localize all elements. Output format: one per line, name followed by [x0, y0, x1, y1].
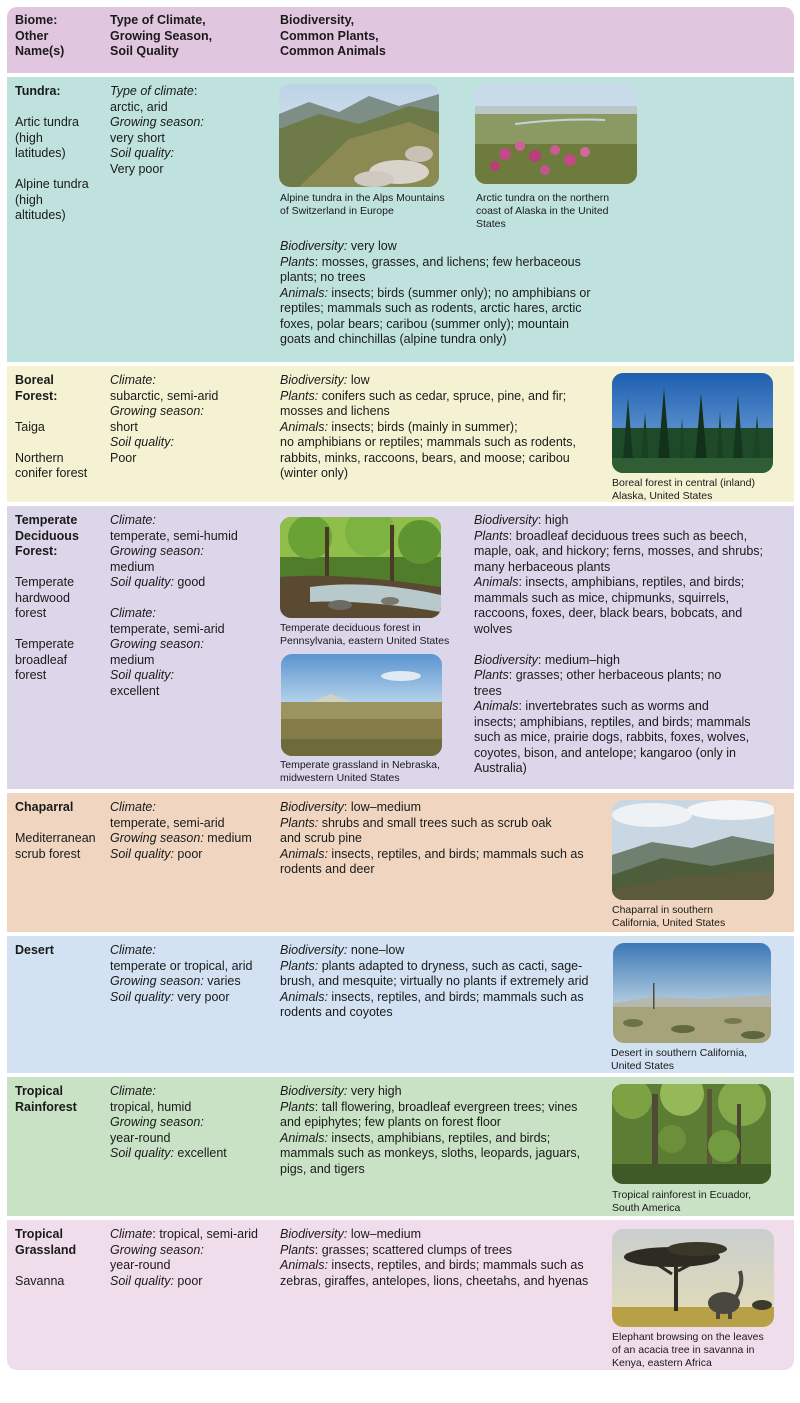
- animals-text: Australia): [474, 761, 527, 775]
- arctic-tundra-photo: [475, 84, 637, 184]
- row-rainforest: [7, 1077, 794, 1216]
- savanna-photo: [612, 1229, 774, 1327]
- season-value: medium: [203, 831, 252, 845]
- animals-text: rodents and coyotes: [280, 1005, 393, 1019]
- temperate-grassland-caption: [280, 759, 470, 785]
- animals-text: pigs, and tigers: [280, 1161, 365, 1176]
- bio-value: low: [347, 373, 370, 387]
- soil-label: Soil quality:: [110, 1146, 174, 1160]
- caption-line: Tropical rainforest in Ecuador,: [612, 1189, 752, 1201]
- other-name: scrub forest: [15, 846, 81, 861]
- season-value: varies: [203, 974, 241, 988]
- plants-label: Plants:: [280, 958, 319, 973]
- other-name: broadleaf: [15, 652, 68, 667]
- soil-label: Soil quality:: [110, 846, 174, 861]
- rainforest-photo: [612, 1084, 771, 1184]
- animals-text: foxes, polar bears; caribou (summer only); mountain: [280, 316, 570, 331]
- biome-name: Forest:: [15, 544, 58, 558]
- other-name: Temperate: [15, 575, 75, 589]
- season-value: medium: [110, 652, 155, 667]
- bio-label: Biodiversity:: [280, 943, 348, 957]
- boreal-forest-caption: [612, 477, 792, 503]
- climate-value: temperate, semi-arid: [110, 815, 225, 830]
- temperate-biodiversity: [474, 513, 789, 777]
- header-biodiversity: [280, 13, 386, 60]
- header-bio-line: Common Animals: [280, 44, 386, 58]
- season-label: Growing season:: [110, 115, 204, 129]
- plants-label: Plants: [280, 1242, 315, 1257]
- caption-line: United States: [611, 1060, 675, 1072]
- soil-value: poor: [173, 1273, 203, 1288]
- chaparral-caption: [612, 904, 792, 930]
- grassland-biodiversity: [280, 1227, 615, 1289]
- animals-label: Animals: [474, 699, 519, 713]
- boreal-biome-names: [15, 373, 105, 482]
- desert-climate: [110, 943, 280, 1005]
- other-name: hardwood: [15, 590, 70, 605]
- caption-line: Boreal forest in central (inland): [612, 477, 755, 489]
- climate-value: : tropical, semi-arid: [152, 1227, 258, 1241]
- animals-text: rodents and deer: [280, 862, 375, 876]
- header-climate-line: Type of Climate,: [110, 13, 206, 27]
- plants-text: many herbaceous plants: [474, 559, 611, 574]
- bio-value: none–low: [347, 943, 405, 957]
- plants-label: Plants: [280, 1099, 315, 1114]
- bio-value: very low: [350, 239, 397, 253]
- caption-line: Kenya, eastern Africa: [612, 1357, 712, 1369]
- biome-name: Tundra:: [15, 84, 61, 98]
- animals-text: insects; amphibians, reptiles, and birds; mammals: [474, 714, 751, 729]
- caption-line: States: [476, 218, 506, 230]
- climate-value: temperate or tropical, arid: [110, 958, 253, 973]
- header-biome-line: Other: [15, 28, 49, 43]
- bio-label: Biodiversity:: [280, 239, 348, 253]
- header-bio-line: Biodiversity,: [280, 13, 355, 27]
- bio-value: : low–medium: [343, 800, 422, 814]
- bio-label: Biodiversity:: [280, 1227, 348, 1241]
- arctic-tundra-caption: [476, 192, 646, 231]
- animals-label: Animals:: [280, 285, 328, 300]
- climate-label: Type of climate: [110, 84, 194, 98]
- animals-text: reptiles; mammals such as rodents, arctic hares, arctic: [280, 301, 582, 315]
- animals-text: : invertebrates such as worms and: [518, 699, 709, 713]
- plants-text: and epiphytes; few plants on forest floor: [280, 1115, 501, 1129]
- plants-text: mosses and lichens: [280, 404, 390, 418]
- plants-text: shrubs and small trees such as scrub oak: [318, 815, 552, 830]
- header-biome-line: Biome:: [15, 13, 58, 27]
- caption-line: Arctic tundra on the northern: [476, 192, 610, 204]
- row-temperate: [7, 506, 794, 789]
- soil-value: poor: [173, 846, 203, 861]
- table-header: [7, 7, 794, 73]
- header-climate-line: Soil Quality: [110, 44, 179, 58]
- bio-value: : high: [537, 513, 569, 527]
- biome-name: Tropical: [15, 1227, 63, 1241]
- rainforest-caption: [612, 1189, 792, 1215]
- animals-text: insects, reptiles, and birds; mammals such as: [327, 1258, 584, 1272]
- plants-text: maple, oak, and hickory; ferns, mosses, and shrubs;: [474, 544, 764, 558]
- bio-value: : medium–high: [537, 652, 620, 667]
- alpine-tundra-photo: [279, 84, 439, 187]
- animals-text: wolves: [474, 621, 513, 636]
- row-chaparral: [7, 793, 794, 932]
- soil-label: Soil quality:: [110, 575, 174, 589]
- header-biome: [15, 13, 105, 60]
- caption-line: Pennsylvania, eastern United States: [280, 635, 450, 647]
- animals-label: Animals:: [280, 1130, 328, 1145]
- bio-value: low–medium: [347, 1227, 422, 1241]
- climate-colon: :: [193, 84, 198, 98]
- header-climate: [110, 13, 280, 60]
- caption-line: California, United States: [612, 917, 726, 929]
- row-grassland: [7, 1220, 794, 1370]
- biome-name: Chaparral: [15, 800, 74, 814]
- other-name: altitudes): [15, 208, 66, 222]
- animals-text: coyotes, bison, and antelope; kangaroo (only in: [474, 745, 736, 760]
- soil-value: Poor: [110, 450, 137, 465]
- tundra-biome-names: [15, 84, 105, 224]
- season-value: short: [110, 419, 138, 434]
- caption-line: Chaparral in southern: [612, 904, 713, 916]
- rainforest-biodiversity: [280, 1084, 615, 1177]
- climate-value: temperate, semi-humid: [110, 528, 238, 543]
- biome-name: Grassland: [15, 1242, 77, 1257]
- other-name: forest: [15, 668, 47, 682]
- climate-label: Climate:: [110, 1084, 156, 1098]
- chaparral-biodiversity: [280, 800, 610, 878]
- temperate-climate: [110, 513, 280, 699]
- chaparral-climate: [110, 800, 280, 862]
- biome-name: Forest:: [15, 388, 58, 403]
- animals-text: insects, amphibians, reptiles, and birds;: [327, 1130, 551, 1145]
- header-bio-line: Common Plants,: [280, 28, 379, 43]
- season-value: year-round: [110, 1130, 171, 1145]
- animals-text: raccoons, foxes, deer, black bears, bobcats, and: [474, 606, 743, 620]
- animals-label: Animals: [474, 575, 519, 589]
- soil-label: Soil quality:: [110, 1273, 174, 1288]
- rainforest-climate: [110, 1084, 280, 1162]
- plants-text: : broadleaf deciduous trees such as beech,: [508, 528, 748, 543]
- animals-label: Animals:: [280, 419, 328, 434]
- animals-label: Animals:: [280, 846, 328, 861]
- climate-label: Climate:: [110, 800, 156, 814]
- deciduous-forest-photo: [280, 517, 441, 618]
- other-name: Savanna: [15, 1273, 65, 1288]
- bio-value: very high: [347, 1084, 402, 1098]
- climate-value: tropical, humid: [110, 1099, 192, 1114]
- other-name: conifer forest: [15, 466, 88, 480]
- plants-label: Plants: [474, 668, 509, 682]
- season-value: year-round: [110, 1258, 171, 1272]
- animals-text: mammals such as monkeys, sloths, leopards, jaguars,: [280, 1146, 581, 1160]
- biome-name: Desert: [15, 943, 54, 957]
- climate-value: temperate, semi-arid: [110, 621, 225, 636]
- season-label: Growing season:: [110, 1242, 204, 1257]
- biome-name: Deciduous: [15, 528, 79, 543]
- caption-line: Desert in southern California,: [611, 1047, 747, 1059]
- bio-label: Biodiversity: [474, 652, 538, 667]
- bio-label: Biodiversity: [474, 513, 538, 527]
- animals-text: insects, reptiles, and birds; mammals such as: [327, 989, 584, 1004]
- season-label: Growing season:: [110, 404, 204, 418]
- plants-label: Plants: [280, 254, 315, 269]
- temperate-grassland-photo: [281, 654, 442, 756]
- plants-text: : grasses; other herbaceous plants; no: [508, 668, 722, 682]
- desert-caption: [611, 1047, 791, 1073]
- soil-label: Soil quality:: [110, 435, 174, 449]
- animals-text: insects, reptiles, and birds; mammals such as: [327, 846, 584, 861]
- savanna-caption: [612, 1331, 792, 1370]
- plants-text: plants adapted to dryness, such as cacti, sage-: [318, 958, 583, 973]
- animals-text: no amphibians or reptiles; mammals such as rodents,: [280, 435, 576, 449]
- biome-name: Tropical: [15, 1084, 63, 1098]
- other-name: (high: [15, 130, 43, 145]
- boreal-biodiversity: [280, 373, 615, 482]
- soil-value: excellent: [173, 1146, 227, 1160]
- desert-biodiversity: [280, 943, 610, 1021]
- climate-label: Climate:: [110, 513, 156, 527]
- climate-value: subarctic, semi-arid: [110, 388, 219, 403]
- other-name: Alpine tundra: [15, 177, 89, 191]
- plants-text: : grasses; scattered clumps of trees: [314, 1242, 513, 1257]
- other-name: Taiga: [15, 419, 45, 434]
- chaparral-biome-names: [15, 800, 105, 862]
- alpine-tundra-caption: [280, 192, 460, 218]
- season-label: Growing season:: [110, 831, 204, 845]
- animals-text: mammals such as mice, chipmunks, squirrels,: [474, 590, 729, 605]
- season-label: Growing season:: [110, 974, 204, 988]
- plants-label: Plants:: [280, 388, 319, 403]
- plants-text: conifers such as cedar, spruce, pine, and fir;: [318, 388, 567, 403]
- caption-line: Alpine tundra in the Alps Mountains: [280, 192, 445, 204]
- animals-label: Animals:: [280, 989, 328, 1004]
- climate-label: Climate:: [110, 373, 156, 387]
- soil-label: Soil quality:: [110, 146, 174, 160]
- biome-name: Boreal: [15, 373, 54, 387]
- bio-label: Biodiversity: [280, 800, 344, 814]
- other-name: Mediterranean: [15, 831, 96, 845]
- season-label: Growing season:: [110, 1115, 204, 1129]
- caption-line: Temperate deciduous forest in: [280, 622, 421, 634]
- rainforest-biome-names: [15, 1084, 105, 1115]
- other-name: Temperate: [15, 637, 75, 651]
- boreal-climate: [110, 373, 280, 466]
- season-label: Growing season:: [110, 544, 204, 558]
- biome-name: Rainforest: [15, 1099, 77, 1114]
- plants-text: and scrub pine: [280, 831, 363, 845]
- soil-label: Soil quality:: [110, 668, 174, 682]
- other-name: latitudes): [15, 146, 66, 160]
- bio-label: Biodiversity:: [280, 1084, 348, 1098]
- grassland-climate: [110, 1227, 280, 1289]
- animals-text: rabbits, minks, raccoons, bears, and moose; caribou: [280, 450, 570, 465]
- soil-value: very poor: [173, 989, 230, 1004]
- biome-name: Temperate: [15, 513, 78, 527]
- plants-label: Plants:: [280, 815, 319, 830]
- plants-text: : mosses, grasses, and lichens; few herbaceous: [314, 254, 581, 269]
- caption-line: of Switzerland in Europe: [280, 205, 394, 217]
- animals-text: such as mice, prairie dogs, rabbits, foxes, wolves,: [474, 730, 750, 744]
- other-name: forest: [15, 606, 47, 620]
- desert-biome-names: [15, 943, 105, 959]
- plants-text: plants; no trees: [280, 270, 366, 284]
- header-biome-line: Name(s): [15, 44, 65, 58]
- soil-value: good: [173, 575, 206, 589]
- animals-label: Animals:: [280, 1258, 328, 1272]
- season-value: medium: [110, 559, 155, 574]
- other-name: Artic tundra: [15, 115, 79, 129]
- animals-text: : insects, amphibians, reptiles, and birds;: [518, 575, 745, 589]
- animals-text: zebras, giraffes, antelopes, lions, cheetahs, and hyenas: [280, 1273, 589, 1288]
- plants-text: brush, and mesquite; virtually no plants if extremely arid: [280, 974, 589, 988]
- climate-label: Climate:: [110, 606, 156, 620]
- caption-line: midwestern United States: [280, 772, 400, 784]
- boreal-forest-photo: [612, 373, 773, 473]
- caption-line: of an acacia tree in savanna in: [612, 1344, 755, 1356]
- row-tundra: [7, 77, 794, 362]
- season-value: very short: [110, 130, 165, 145]
- animals-text: insects; birds (mainly in summer);: [327, 419, 518, 434]
- tundra-biodiversity: [280, 239, 620, 348]
- season-label: Growing season:: [110, 637, 204, 651]
- temperate-biome-names: [15, 513, 105, 684]
- soil-label: Soil quality:: [110, 989, 174, 1004]
- row-desert: [7, 936, 794, 1073]
- chaparral-photo: [612, 800, 774, 900]
- caption-line: Temperate grassland in Nebraska,: [280, 759, 440, 771]
- caption-line: Alaska, United States: [612, 490, 713, 502]
- tundra-climate: [110, 84, 280, 177]
- climate-value: arctic, arid: [110, 99, 168, 114]
- climate-label: Climate: [110, 1227, 153, 1241]
- animals-text: insects; birds (summer only); no amphibians or: [327, 285, 591, 300]
- desert-photo: [613, 943, 771, 1043]
- animals-text: goats and chinchillas (alpine tundra only): [280, 332, 507, 346]
- plants-text: : tall flowering, broadleaf evergreen trees; vines: [314, 1099, 578, 1114]
- grassland-biome-names: [15, 1227, 105, 1289]
- bio-label: Biodiversity:: [280, 373, 348, 387]
- header-climate-line: Growing Season,: [110, 28, 213, 43]
- plants-text: trees: [474, 683, 502, 698]
- climate-label: Climate:: [110, 943, 156, 957]
- soil-value: Very poor: [110, 161, 164, 176]
- animals-text: (winter only): [280, 466, 349, 480]
- caption-line: coast of Alaska in the United: [476, 205, 609, 217]
- other-name: (high: [15, 192, 43, 207]
- deciduous-forest-caption: [280, 622, 470, 648]
- caption-line: Elephant browsing on the leaves: [612, 1331, 764, 1343]
- soil-value: excellent: [110, 683, 160, 698]
- plants-label: Plants: [474, 528, 509, 543]
- other-name: Northern: [15, 450, 64, 465]
- row-boreal: [7, 366, 794, 502]
- caption-line: South America: [612, 1202, 681, 1214]
